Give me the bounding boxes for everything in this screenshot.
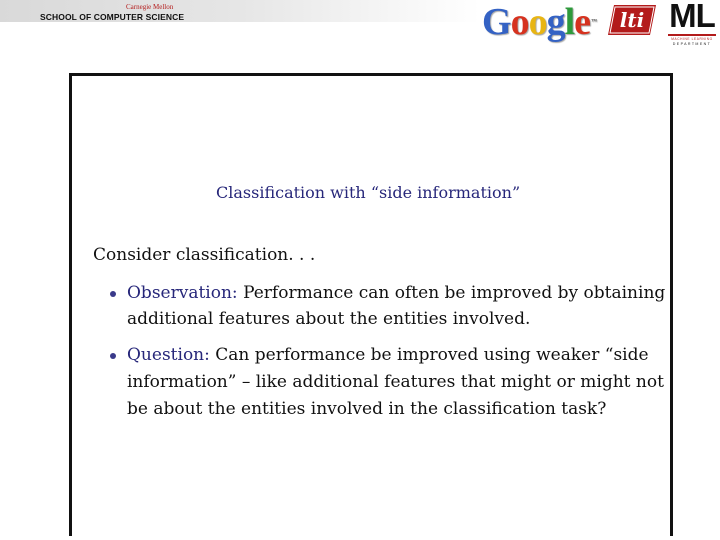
bullet-2-text: Can performance be improved using weaker “side (215, 345, 649, 365)
school-name: SCHOOL OF COMPUTER SCIENCE (40, 12, 185, 22)
slide-intro: Consider classification. . . (93, 245, 316, 265)
bullet-1-line-1 (127, 283, 665, 303)
google-logo: Google™ (482, 1, 596, 43)
bullet-dot (110, 291, 116, 297)
slide-title: Classification with “side information” (216, 183, 521, 202)
bullet-2-line-2: information” – like additional features that might or might not (127, 372, 664, 392)
bullet-2-line-3: be about the entities involved in the classification task? (127, 399, 607, 419)
ml-logo-subtext-2: DEPARTMENT (672, 42, 712, 46)
lti-logo (604, 3, 660, 37)
slide-frame (69, 73, 673, 536)
cmu-wordmark: Carnegie Mellon (126, 3, 174, 11)
ml-logo-rule (668, 34, 716, 36)
bullet-2-line-1 (127, 345, 649, 365)
bullet-2-label: Question: (127, 345, 210, 365)
bullet-dot (110, 353, 116, 359)
header-banner (0, 0, 720, 52)
ml-department-logo (666, 1, 718, 49)
lti-logo-text: lti (619, 8, 645, 32)
bullet-1-label: Observation: (127, 283, 238, 303)
bullet-1-text: Performance can often be improved by obtaining (243, 283, 666, 303)
ml-logo-text: ML (669, 0, 715, 34)
bullet-1-line-2: additional features about the entities involved. (127, 309, 531, 329)
ml-logo-subtext: MACHINE LEARNING (671, 37, 713, 41)
